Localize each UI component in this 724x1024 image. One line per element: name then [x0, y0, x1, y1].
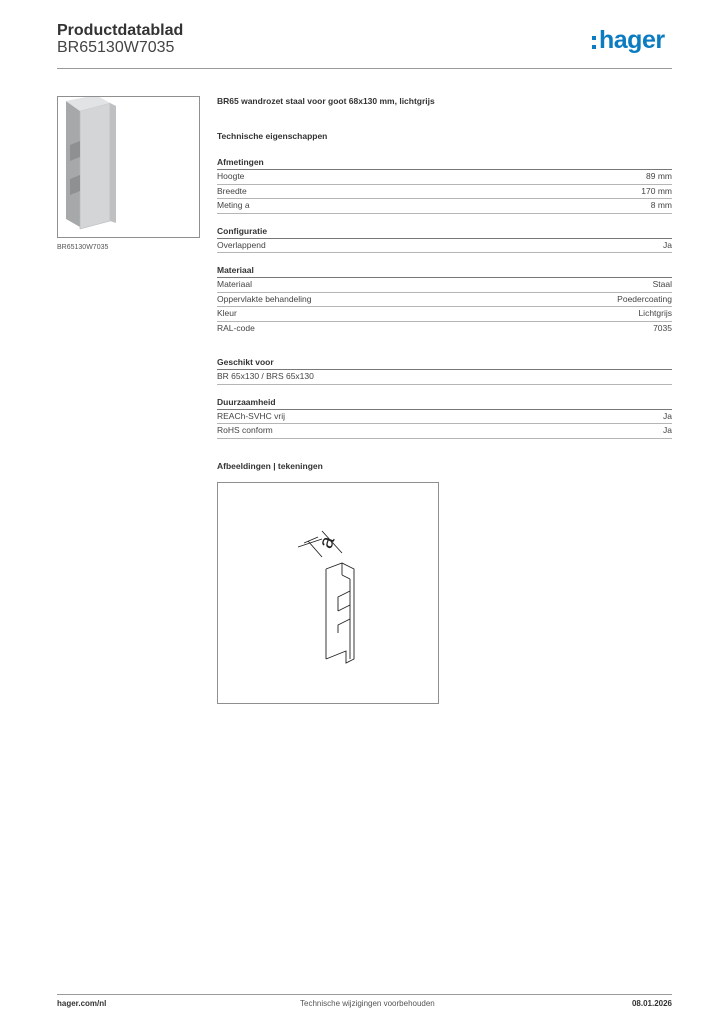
property-row [217, 307, 672, 322]
property-row [217, 370, 672, 385]
property-label: Overlappend [217, 239, 266, 250]
footer-divider [57, 994, 672, 995]
property-label: Meting a [217, 200, 250, 210]
product-details [217, 96, 672, 471]
group-title: Materiaal [217, 265, 672, 278]
property-row [217, 410, 672, 425]
header-divider [57, 68, 672, 69]
property-row [217, 199, 672, 214]
property-row [217, 239, 672, 254]
property-label: BR 65x130 / BRS 65x130 [217, 371, 314, 381]
group-title: Configuratie [217, 226, 672, 239]
property-label: REACh-SVHC vrij [217, 410, 286, 421]
product-code: BR65130W7035 [57, 39, 175, 56]
property-value: Ja [663, 239, 672, 250]
property-row [217, 322, 672, 336]
property-label: Oppervlakte behandeling [217, 293, 312, 304]
property-row [217, 278, 672, 293]
property-label: Kleur [217, 308, 237, 318]
property-value: 7035 [653, 322, 672, 333]
property-label: Materiaal [217, 279, 252, 289]
property-value: Ja [663, 425, 672, 435]
group-suitable-for [217, 357, 672, 385]
property-label: Breedte [217, 185, 247, 196]
footer-website-link[interactable]: hager.com/nl [57, 999, 107, 1008]
group-configuration [217, 226, 672, 254]
group-sustainability [217, 397, 672, 439]
property-value: Poedercoating [617, 293, 672, 304]
property-value: Lichtgrijs [638, 308, 672, 318]
property-value: 89 mm [646, 171, 672, 181]
logo-text: hager [599, 26, 665, 54]
property-label: RoHS conform [217, 425, 273, 435]
wall-rosette-illustration [58, 97, 201, 239]
group-dimensions [217, 157, 672, 214]
property-label: Hoogte [217, 171, 245, 181]
property-value: 8 mm [650, 200, 672, 210]
properties-title: Technische eigenschappen [217, 131, 328, 141]
footer-disclaimer: Technische wijzigingen voorbehouden [300, 999, 435, 1008]
group-title: Duurzaamheid [217, 397, 672, 410]
hager-logo [592, 28, 665, 53]
technical-drawing [217, 482, 439, 704]
product-image-caption: BR65130W7035 [57, 244, 109, 251]
dimension-drawing-illustration [218, 483, 440, 705]
group-title: Geschikt voor [217, 357, 672, 370]
property-label: RAL-code [217, 322, 255, 333]
dimension-label-a: a [314, 533, 340, 552]
group-title: Afmetingen [217, 157, 672, 170]
property-row [217, 170, 672, 185]
property-row [217, 185, 672, 200]
group-material [217, 265, 672, 335]
property-row [217, 424, 672, 439]
drawings-title: Afbeeldingen | tekeningen [217, 460, 323, 471]
footer-date: 08.01.2026 [631, 999, 672, 1008]
document-title: Productdatablad [57, 22, 184, 39]
logo-dots-icon [592, 36, 596, 49]
product-image [57, 96, 200, 238]
property-value: Staal [652, 279, 672, 289]
property-value: 170 mm [641, 185, 672, 196]
product-description: BR65 wandrozet staal voor goot 68x130 mm, lichtgrijs [217, 96, 435, 106]
property-value: Ja [663, 410, 672, 421]
property-row [217, 293, 672, 308]
